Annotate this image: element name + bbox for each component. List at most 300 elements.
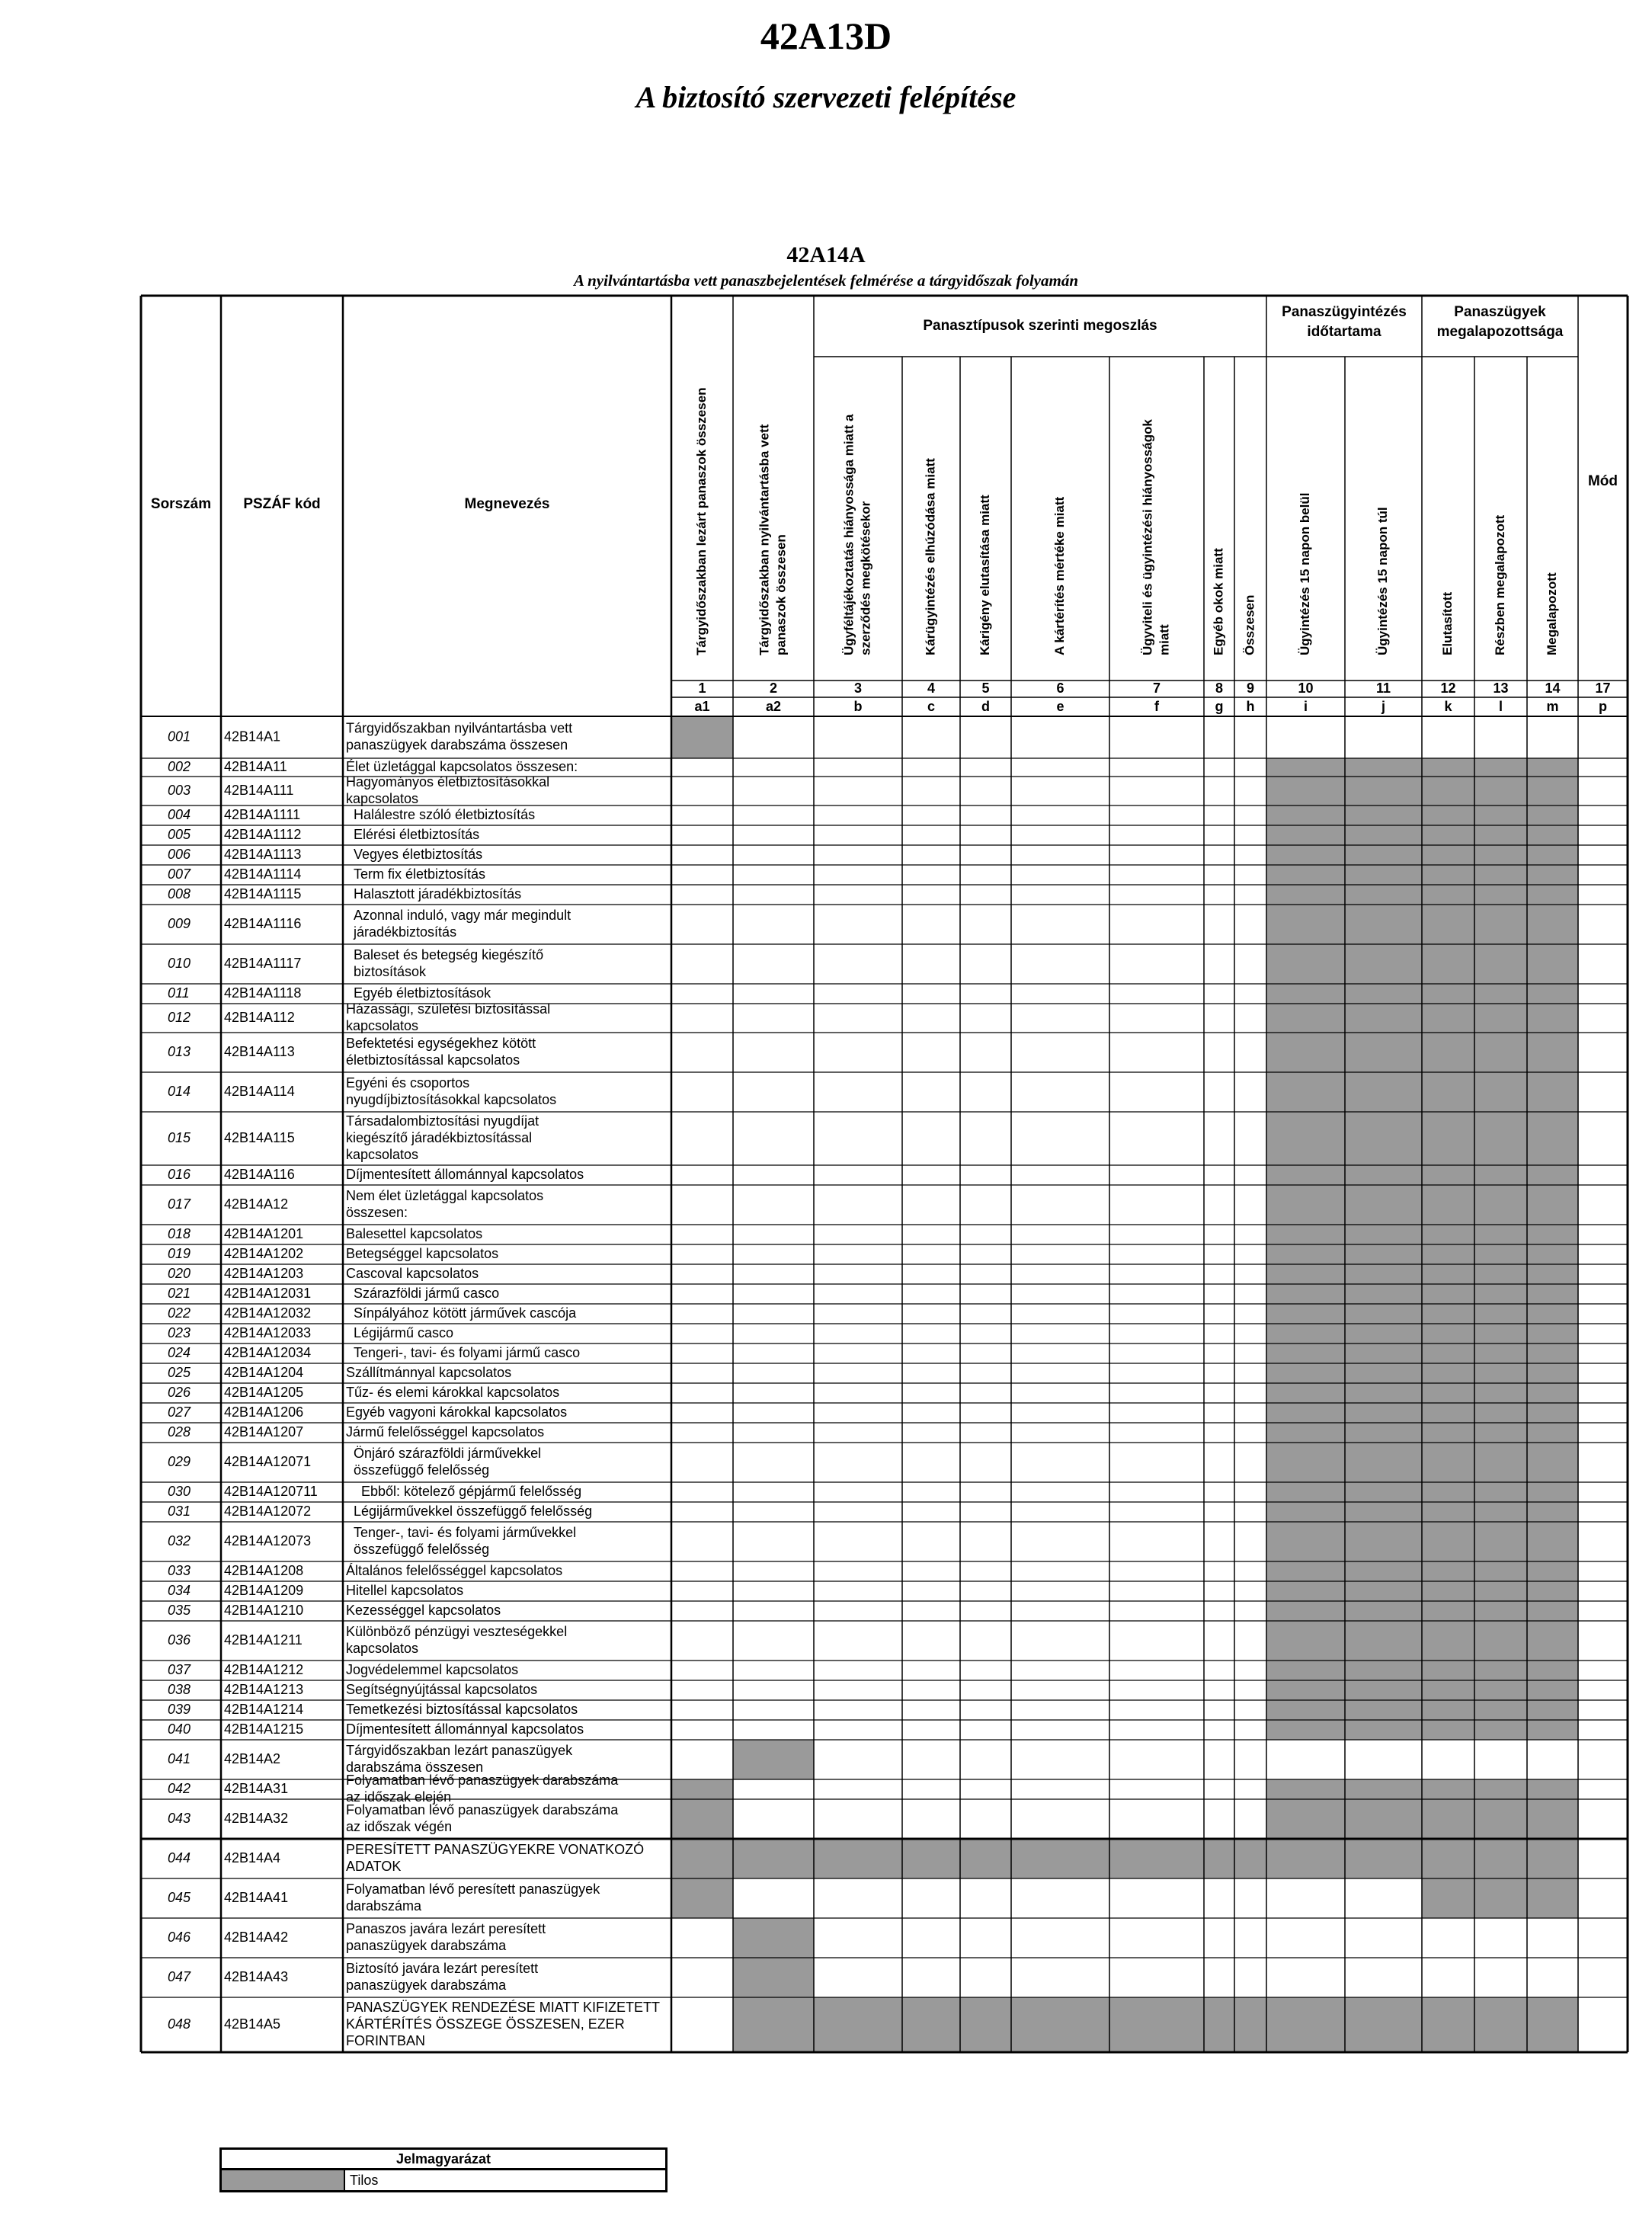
row-name: Tenger-, tavi- és folyami járművekkel	[354, 1524, 577, 1540]
forbidden-cell	[1266, 758, 1345, 777]
column-number: 11	[1375, 680, 1391, 696]
row-name: biztosítások	[354, 963, 427, 979]
forbidden-cell	[1474, 944, 1527, 984]
forbidden-cell	[733, 1839, 814, 1878]
row-code: 42B14A1115	[224, 886, 302, 902]
forbidden-cell	[1474, 1423, 1527, 1443]
forbidden-cell	[733, 1740, 814, 1779]
row-code: 42B14A115	[224, 1129, 295, 1145]
forbidden-cell	[1474, 845, 1527, 865]
row-name: Szárazföldi jármű casco	[354, 1285, 500, 1301]
group-header-merit: Panaszügyek	[1454, 304, 1546, 321]
column-number: 17	[1595, 680, 1611, 696]
forbidden-cell	[671, 1779, 733, 1799]
forbidden-cell	[1345, 1621, 1422, 1661]
row-number: 018	[168, 1225, 191, 1241]
row-name: Különböző pénzügyi veszteségekkel	[346, 1623, 568, 1639]
column-number: 14	[1545, 680, 1561, 696]
header-pszaf: PSZÁF kód	[243, 496, 321, 513]
row-code: 42B14A1211	[224, 1632, 303, 1648]
forbidden-cell	[1527, 1072, 1578, 1112]
forbidden-cell	[1422, 1004, 1474, 1033]
forbidden-cell	[1266, 1443, 1345, 1482]
row-name: Folyamatban lévő panaszügyek darabszáma	[346, 1772, 619, 1788]
forbidden-cell	[1422, 805, 1474, 825]
forbidden-cell	[1527, 1680, 1578, 1700]
row-number: 016	[168, 1166, 191, 1182]
forbidden-cell	[960, 1839, 1011, 1878]
column-header: Részben megalapozott	[1492, 514, 1507, 655]
row-name: az időszak végén	[346, 1818, 453, 1834]
forbidden-cell	[1266, 1502, 1345, 1522]
forbidden-cell	[1474, 1112, 1527, 1165]
column-header: Ügyintézés 15 napon belül	[1297, 492, 1312, 655]
row-name: Balesettel kapcsolatos	[346, 1225, 483, 1241]
forbidden-cell	[1345, 1112, 1422, 1165]
row-code: 42B14A1118	[224, 985, 302, 1001]
row-name: kiegészítő járadékbiztosítással	[346, 1129, 533, 1145]
row-name: KÁRTÉRÍTÉS ÖSSZEGE ÖSSZESEN, EZER	[346, 2016, 625, 2032]
forbidden-cell	[1527, 865, 1578, 885]
row-code: 42B14A12032	[224, 1305, 312, 1321]
forbidden-cell	[1266, 905, 1345, 944]
table-title: A nyilvántartásba vett panaszbejelentések felmérése a tárgyidőszak folyamán	[573, 271, 1079, 290]
row-code: 42B14A116	[224, 1166, 295, 1182]
row-code: 42B14A114	[224, 1083, 295, 1099]
forbidden-cell	[1266, 1343, 1345, 1363]
forbidden-cell	[1422, 1878, 1474, 1918]
row-name: darabszáma	[346, 1898, 422, 1914]
forbidden-cell	[1422, 885, 1474, 905]
row-name: Vegyes életbiztosítás	[354, 846, 483, 862]
forbidden-cell	[1345, 1004, 1422, 1033]
row-code: 42B14A1117	[224, 955, 302, 971]
column-letter: l	[1498, 698, 1503, 714]
row-name: Segítségnyújtással kapcsolatos	[346, 1681, 538, 1697]
forbidden-cell	[1345, 885, 1422, 905]
forbidden-cell	[1345, 1225, 1422, 1244]
row-name: darabszáma összesen	[346, 1759, 484, 1775]
row-number: 002	[168, 758, 191, 774]
column-number: 5	[981, 680, 990, 696]
row-name: Temetkezési biztosítással kapcsolatos	[346, 1701, 578, 1717]
column-header: Kárigény elutasítása miatt	[977, 495, 992, 655]
row-name: kapcsolatos	[346, 790, 419, 806]
forbidden-cell	[1474, 1581, 1527, 1601]
column-letter: j	[1381, 698, 1386, 714]
forbidden-cell	[1422, 1112, 1474, 1165]
row-name: panaszügyek darabszáma	[346, 1937, 507, 1953]
row-number: 047	[168, 1968, 191, 1984]
forbidden-cell	[1527, 1561, 1578, 1581]
forbidden-cell	[1527, 1304, 1578, 1324]
row-number: 026	[168, 1384, 191, 1400]
row-name: járadékbiztosítás	[354, 924, 457, 940]
forbidden-cell	[1527, 1581, 1578, 1601]
forbidden-cell	[1422, 1680, 1474, 1700]
forbidden-cell	[1345, 1720, 1422, 1740]
header-mod: Mód	[1587, 473, 1618, 490]
forbidden-cell	[814, 1997, 902, 2052]
forbidden-cell	[1527, 984, 1578, 1004]
legend-item-label: Tilos	[350, 2173, 379, 2188]
forbidden-cell	[1527, 1522, 1578, 1561]
column-letter: e	[1056, 698, 1065, 714]
column-letter: c	[927, 698, 936, 714]
forbidden-cell	[1527, 1502, 1578, 1522]
row-code: 42B14A1203	[224, 1265, 304, 1281]
column-number: 8	[1215, 680, 1224, 696]
forbidden-cell	[1422, 1522, 1474, 1561]
row-number: 012	[168, 1009, 191, 1025]
row-code: 42B14A1212	[224, 1661, 304, 1677]
forbidden-cell	[814, 1839, 902, 1878]
column-number: 6	[1056, 680, 1065, 696]
column-letter: f	[1154, 698, 1159, 714]
group-header-type: Panasztípusok szerinti megoszlás	[923, 318, 1157, 335]
forbidden-cell	[1474, 777, 1527, 805]
forbidden-cell	[1474, 984, 1527, 1004]
row-name: panaszügyek darabszáma összesen	[346, 737, 568, 753]
forbidden-cell	[1266, 777, 1345, 805]
legend-title: Jelmagyarázat	[222, 2150, 665, 2170]
legend-swatch	[222, 2170, 345, 2190]
forbidden-cell	[1527, 1621, 1578, 1661]
forbidden-cell	[1109, 1997, 1204, 2052]
column-header: panaszok összesen	[773, 534, 789, 655]
forbidden-cell	[1422, 1997, 1474, 2052]
forbidden-cell	[1345, 1601, 1422, 1621]
forbidden-cell	[1345, 1581, 1422, 1601]
forbidden-cell	[1474, 1304, 1527, 1324]
column-letter: d	[981, 698, 990, 714]
row-number: 001	[168, 729, 191, 745]
row-name: Term fix életbiztosítás	[354, 866, 486, 882]
row-name: kapcsolatos	[346, 1146, 419, 1162]
forbidden-cell	[1345, 1661, 1422, 1680]
forbidden-cell	[1422, 1033, 1474, 1072]
forbidden-cell	[1422, 1601, 1474, 1621]
forbidden-cell	[1527, 1779, 1578, 1799]
forbidden-cell	[1266, 1165, 1345, 1185]
row-name: Jármű felelősséggel kapcsolatos	[346, 1424, 545, 1440]
row-number: 028	[168, 1424, 191, 1440]
forbidden-cell	[1474, 1700, 1527, 1720]
group-header-duration: időtartama	[1307, 324, 1381, 341]
forbidden-cell	[1474, 1185, 1527, 1225]
forbidden-cell	[1345, 1443, 1422, 1482]
row-code: 42B14A12034	[224, 1344, 312, 1360]
column-header: Tárgyidőszakban lezárt panaszok összesen	[693, 387, 709, 655]
forbidden-cell	[1266, 1033, 1345, 1072]
forbidden-cell	[1474, 1661, 1527, 1680]
forbidden-cell	[1345, 1482, 1422, 1502]
row-code: 42B14A1114	[224, 866, 302, 882]
row-number: 019	[168, 1245, 191, 1261]
forbidden-cell	[1527, 1403, 1578, 1423]
row-name: panaszügyek darabszáma	[346, 1977, 507, 1993]
forbidden-cell	[1527, 1185, 1578, 1225]
forbidden-cell	[1266, 1700, 1345, 1720]
legend-item	[222, 2170, 665, 2190]
forbidden-cell	[1266, 1581, 1345, 1601]
row-code: 42B14A2	[224, 1750, 281, 1766]
row-name: Kezességgel kapcsolatos	[346, 1602, 501, 1618]
forbidden-cell	[1527, 1443, 1578, 1482]
forbidden-cell	[1527, 825, 1578, 845]
row-name: Betegséggel kapcsolatos	[346, 1245, 499, 1261]
row-number: 036	[168, 1632, 191, 1648]
forbidden-cell	[1474, 1720, 1527, 1740]
forbidden-cell	[1345, 865, 1422, 885]
forbidden-cell	[1345, 1343, 1422, 1363]
forbidden-cell	[1422, 1799, 1474, 1839]
forbidden-cell	[1345, 1033, 1422, 1072]
row-name: Tengeri-, tavi- és folyami jármű casco	[354, 1344, 581, 1360]
row-code: 42B14A1206	[224, 1404, 304, 1420]
row-name: Nem élet üzletággal kapcsolatos	[346, 1187, 544, 1203]
row-name: életbiztosítással kapcsolatos	[346, 1052, 520, 1068]
row-code: 42B14A1205	[224, 1384, 304, 1400]
forbidden-cell	[1474, 905, 1527, 944]
row-code: 42B14A12031	[224, 1285, 312, 1301]
row-name: Légijárművekkel összefüggő felelősség	[354, 1503, 593, 1519]
row-code: 42B14A1111	[224, 806, 301, 822]
forbidden-cell	[1266, 885, 1345, 905]
forbidden-cell	[1422, 1423, 1474, 1443]
forbidden-cell	[1422, 1284, 1474, 1304]
forbidden-cell	[1266, 1363, 1345, 1383]
column-header: szerződés megkötésekor	[858, 501, 873, 655]
row-number: 039	[168, 1701, 191, 1717]
row-name: Biztosító javára lezárt peresített	[346, 1960, 539, 1976]
forbidden-cell	[1527, 1033, 1578, 1072]
forbidden-cell	[1527, 1423, 1578, 1443]
forbidden-cell	[1266, 1264, 1345, 1284]
column-header: Összesen	[1242, 594, 1257, 655]
row-code: 42B14A1214	[224, 1701, 304, 1717]
forbidden-cell	[1474, 865, 1527, 885]
forbidden-cell	[1474, 1403, 1527, 1423]
forbidden-cell	[1527, 1244, 1578, 1264]
row-name: Tárgyidőszakban nyilvántartásba vett	[346, 720, 573, 736]
row-name: összesen:	[346, 1204, 408, 1220]
forbidden-cell	[1345, 1700, 1422, 1720]
table-code: 42A14A	[786, 242, 866, 267]
forbidden-cell	[1474, 1284, 1527, 1304]
column-header: miatt	[1157, 624, 1172, 655]
forbidden-cell	[671, 1878, 733, 1918]
forbidden-cell	[733, 1997, 814, 2052]
forbidden-cell	[1527, 805, 1578, 825]
forbidden-cell	[1527, 1324, 1578, 1343]
forbidden-cell	[1474, 1779, 1527, 1799]
row-name: nyugdíjbiztosításokkal kapcsolatos	[346, 1091, 557, 1107]
forbidden-cell	[1422, 1363, 1474, 1383]
row-code: 42B14A1201	[224, 1225, 304, 1241]
row-number: 035	[168, 1602, 191, 1618]
forbidden-cell	[733, 1958, 814, 1997]
forbidden-cell	[1422, 825, 1474, 845]
column-number: 4	[927, 680, 936, 696]
forbidden-cell	[1422, 1185, 1474, 1225]
forbidden-cell	[1345, 1423, 1422, 1443]
row-code: 42B14A113	[224, 1043, 295, 1059]
row-code: 42B14A5	[224, 2016, 281, 2032]
row-number: 005	[168, 826, 191, 842]
row-name: kapcsolatos	[346, 1017, 419, 1033]
forbidden-cell	[1527, 1363, 1578, 1383]
forbidden-cell	[1474, 1482, 1527, 1502]
row-name: Azonnal induló, vagy már megindult	[354, 907, 571, 923]
forbidden-cell	[1527, 885, 1578, 905]
forbidden-cell	[1474, 1799, 1527, 1839]
row-code: 42B14A43	[224, 1968, 289, 1984]
forbidden-cell	[1527, 944, 1578, 984]
row-number: 015	[168, 1129, 191, 1145]
forbidden-cell	[1422, 1443, 1474, 1482]
column-letter: i	[1303, 698, 1308, 714]
column-number: 10	[1298, 680, 1314, 696]
row-code: 42B14A42	[224, 1929, 289, 1945]
forbidden-cell	[1266, 1522, 1345, 1561]
forbidden-cell	[1422, 1072, 1474, 1112]
forbidden-cell	[902, 1997, 960, 2052]
row-name: Tűz- és elemi károkkal kapcsolatos	[346, 1384, 560, 1400]
forbidden-cell	[902, 1839, 960, 1878]
column-header: Ügyféltájékoztatás hiányossága miatt a	[841, 414, 856, 655]
row-code: 42B14A1113	[224, 846, 302, 862]
forbidden-cell	[1266, 1284, 1345, 1304]
row-number: 027	[168, 1404, 191, 1420]
forbidden-cell	[1422, 1482, 1474, 1502]
row-name: Élet üzletággal kapcsolatos összesen:	[346, 758, 578, 774]
row-name: FORINTBAN	[346, 2032, 426, 2048]
forbidden-cell	[1474, 1601, 1527, 1621]
forbidden-cell	[1266, 1997, 1345, 2052]
column-number: 13	[1493, 680, 1509, 696]
row-name: Hitellel kapcsolatos	[346, 1582, 464, 1598]
row-name: Folyamatban lévő peresített panaszügyek	[346, 1881, 600, 1897]
row-code: 42B14A12033	[224, 1324, 312, 1340]
forbidden-cell	[1266, 984, 1345, 1004]
row-code: 42B14A1208	[224, 1562, 304, 1578]
row-number: 030	[168, 1483, 191, 1499]
forbidden-cell	[1474, 1680, 1527, 1700]
row-code: 42B14A112	[224, 1009, 295, 1025]
forbidden-cell	[1422, 984, 1474, 1004]
forbidden-cell	[1345, 1304, 1422, 1324]
forbidden-cell	[1422, 758, 1474, 777]
forbidden-cell	[1527, 777, 1578, 805]
row-name: Légijármű casco	[354, 1324, 454, 1340]
row-number: 031	[168, 1503, 191, 1519]
column-letter: a2	[765, 698, 782, 714]
forbidden-cell	[1266, 1601, 1345, 1621]
forbidden-cell	[1474, 825, 1527, 845]
forbidden-cell	[1204, 1839, 1234, 1878]
row-number: 006	[168, 846, 191, 862]
row-number: 009	[168, 915, 191, 931]
forbidden-cell	[1474, 1004, 1527, 1033]
forbidden-cell	[1527, 1482, 1578, 1502]
row-number: 025	[168, 1364, 191, 1380]
forbidden-cell	[1345, 1680, 1422, 1700]
forbidden-cell	[1422, 1581, 1474, 1601]
row-name: Panaszos javára lezárt peresített	[346, 1920, 546, 1936]
forbidden-cell	[1474, 1033, 1527, 1072]
row-name: Díjmentesített állománnyal kapcsolatos	[346, 1721, 584, 1737]
forbidden-cell	[1266, 1225, 1345, 1244]
forbidden-cell	[1345, 1799, 1422, 1839]
row-number: 037	[168, 1661, 191, 1677]
row-number: 023	[168, 1324, 191, 1340]
forbidden-cell	[1527, 1661, 1578, 1680]
forbidden-cell	[1266, 1779, 1345, 1799]
forbidden-cell	[1266, 944, 1345, 984]
forbidden-cell	[1345, 845, 1422, 865]
row-name: Baleset és betegség kiegészítő	[354, 946, 544, 962]
forbidden-cell	[1527, 1284, 1578, 1304]
row-number: 042	[168, 1780, 191, 1796]
row-number: 024	[168, 1344, 191, 1360]
forbidden-cell	[1234, 1997, 1266, 2052]
forbidden-cell	[1474, 1502, 1527, 1522]
forbidden-cell	[1527, 1004, 1578, 1033]
row-code: 42B14A4	[224, 1850, 281, 1866]
forbidden-cell	[1011, 1997, 1109, 2052]
forbidden-cell	[671, 716, 733, 758]
forbidden-cell	[1345, 758, 1422, 777]
row-code: 42B14A12	[224, 1196, 289, 1212]
forbidden-cell	[1345, 1403, 1422, 1423]
forbidden-cell	[1474, 1363, 1527, 1383]
forbidden-cell	[1266, 1324, 1345, 1343]
row-code: 42B14A1202	[224, 1245, 304, 1261]
column-header: Tárgyidőszakban nyilvántartásba vett	[757, 424, 772, 655]
forbidden-cell	[1266, 1423, 1345, 1443]
column-number: 12	[1440, 680, 1456, 696]
forbidden-cell	[1474, 1878, 1527, 1918]
forbidden-cell	[1527, 1720, 1578, 1740]
forbidden-cell	[1266, 1621, 1345, 1661]
forbidden-cell	[1204, 1997, 1234, 2052]
column-header: Ügyviteli és ügyintézési hiányosságok	[1140, 419, 1155, 655]
forbidden-cell	[1527, 1799, 1578, 1839]
column-number: 3	[853, 680, 863, 696]
forbidden-cell	[1474, 1072, 1527, 1112]
row-code: 42B14A120711	[224, 1483, 318, 1499]
row-name: összefüggő felelősség	[354, 1462, 490, 1478]
forbidden-cell	[1527, 1383, 1578, 1403]
row-name: Ebből: kötelező gépjármű felelősség	[361, 1483, 582, 1499]
forbidden-cell	[1234, 1839, 1266, 1878]
forbidden-cell	[1422, 1779, 1474, 1799]
column-header: A kártérítés mértéke miatt	[1052, 496, 1067, 655]
forbidden-cell	[1266, 1403, 1345, 1423]
forbidden-cell	[1345, 1185, 1422, 1225]
row-name: ADATOK	[346, 1858, 402, 1874]
forbidden-cell	[1266, 1661, 1345, 1680]
forbidden-cell	[1266, 1112, 1345, 1165]
column-letter: a1	[694, 698, 710, 714]
forbidden-cell	[1422, 1324, 1474, 1343]
page-subtitle: A biztosító szervezeti felépítése	[636, 80, 1016, 114]
forbidden-cell	[1266, 865, 1345, 885]
forbidden-cell	[1422, 865, 1474, 885]
forbidden-cell	[1422, 1661, 1474, 1680]
forbidden-cell	[1527, 1165, 1578, 1185]
